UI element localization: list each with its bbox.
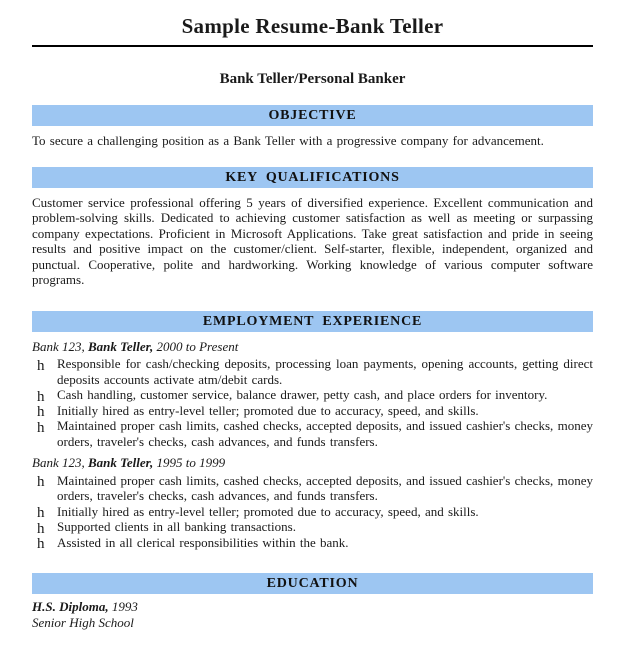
job-heading-2 [32, 455, 593, 471]
bullet-glyph: h [37, 474, 45, 490]
bullet-text: Responsible for cash/checking deposits, processing loan payments, opening accounts, getting direct deposits accounts activate atm/debit cards. [57, 356, 593, 387]
bullet-item [32, 356, 593, 387]
job-company: Bank 123, [32, 455, 85, 470]
bullet-glyph: h [37, 520, 45, 537]
section-heading-objective: OBJECTIVE [32, 105, 593, 126]
degree-name: H.S. Diploma, [32, 599, 109, 614]
bullet-glyph: h [37, 404, 45, 420]
title-divider [32, 45, 593, 47]
section-heading-employment-experience: EMPLOYMENT EXPERIENCE [32, 311, 593, 332]
bullet-item [32, 504, 593, 520]
job-heading-1 [32, 339, 593, 355]
education-degree-line [32, 599, 593, 615]
bullet-glyph: h [37, 357, 45, 374]
job-title: Bank Teller, [87, 338, 154, 354]
bullet-glyph: h [37, 388, 45, 405]
bullet-text: Cash handling, customer service, balance drawer, petty cash, and place orders for inventory. [57, 387, 548, 402]
bullet-glyph: h [37, 536, 45, 552]
bullet-item [32, 403, 593, 419]
document-subtitle: Bank Teller/Personal Banker [219, 71, 406, 87]
job-2-bullet-list [32, 473, 593, 551]
job-1-bullet-list [32, 356, 593, 449]
section-heading-education: EDUCATION [32, 573, 593, 594]
bullet-item [32, 535, 593, 551]
bullet-item [32, 473, 593, 504]
bullet-item [32, 519, 593, 535]
degree-year: 1993 [111, 599, 138, 614]
page-title: Sample Resume-Bank Teller [181, 14, 444, 38]
resume-document [0, 13, 625, 648]
key-qualifications-text: Customer service professional offering 5 years of diversified experience. Excellent communication and problem-solving skills. Dedicated to achieving customer satisfaction as well as meeting or surpassing company expectations. Proficient in Microsoft Applications. Take great satisfaction and pride in seeing results and positive impact on the customer/client. Self-starter, flexible, independent, organized and punctual. Cooperative, polite and hardworking. Working knowledge of various computer software programs. [32, 194, 593, 287]
bullet-text: Maintained proper cash limits, cashed checks, accepted deposits, and issued cashier's checks, money orders, traveler's checks, cash advances, and funds transfers. [57, 472, 593, 503]
job-dates: 2000 to Present [156, 338, 239, 354]
bullet-glyph: h [37, 419, 45, 436]
bullet-glyph: h [37, 505, 45, 521]
job-title: Bank Teller, [87, 455, 154, 470]
education-school: Senior High School [32, 614, 134, 630]
bullet-text: Initially hired as entry-level teller; promoted due to accuracy, speed, and skills. [57, 503, 479, 519]
bullet-item [32, 418, 593, 449]
bullet-text: Assisted in all clerical responsibilities within the bank. [57, 534, 349, 550]
job-dates: 1995 to 1999 [156, 455, 226, 470]
bullet-text: Initially hired as entry-level teller; promoted due to accuracy, speed, and skills. [57, 402, 479, 418]
objective-text: To secure a challenging position as a Bank Teller with a progressive company for advancement. [32, 133, 544, 148]
job-company: Bank 123, [32, 338, 85, 354]
bullet-item [32, 387, 593, 403]
bullet-text: Supported clients in all banking transactions. [57, 519, 296, 534]
section-heading-key-qualifications: KEY QUALIFICATIONS [32, 167, 593, 188]
bullet-text: Maintained proper cash limits, cashed checks, accepted deposits, and issued cashier's checks, money orders, traveler's checks, cash advances, and funds transfers. [57, 418, 593, 449]
